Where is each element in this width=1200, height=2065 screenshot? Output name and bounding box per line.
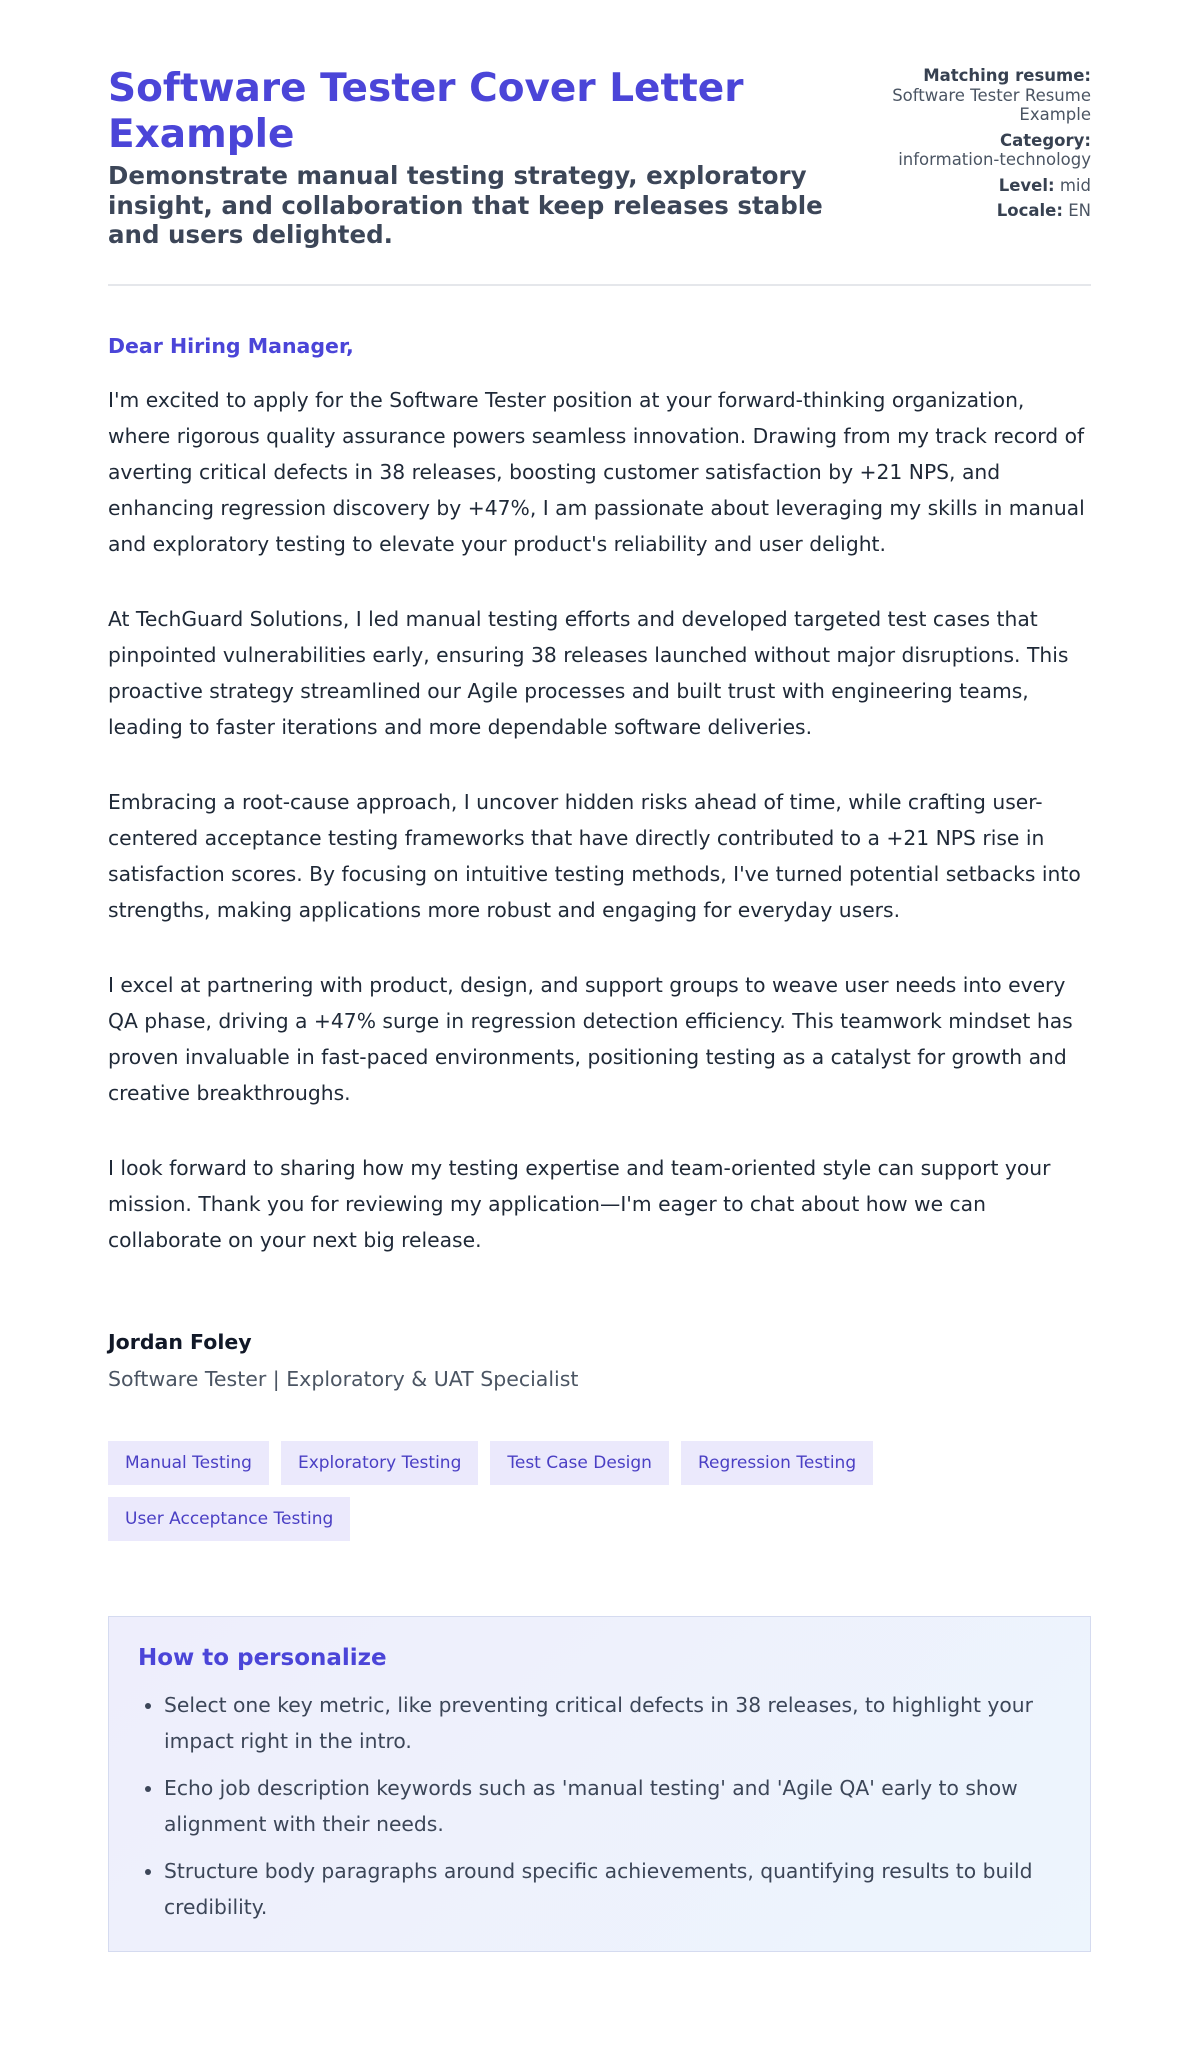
personalize-tips-box [108,1616,1091,1952]
header-main [108,66,868,250]
tip-item: • Select one key metric, like preventing critical defects in 38 releases, to highlight your impact right in the intro. [164,1687,1061,1759]
meta-panel [891,66,1091,227]
letter-paragraph: At TechGuard Solutions, I led manual testing efforts and developed targeted test cases that pinpointed vulnerabilities early, ensuring 38 releases launched without major disruptions. This proactive strategy streamlined our Agile processes and built trust with engineering teams, leading to faster iterations and more dependable software deliveries. [108,606,1069,739]
tip-item: • Structure body paragraphs around specific achievements, quantifying results to build credibility. [164,1853,1061,1925]
meta-category [891,131,1091,170]
skill-tag: Test Case Design [490,1441,669,1485]
meta-value: information-technology [898,150,1091,169]
letter-paragraph: I excel at partnering with product, design, and support groups to weave user needs into every QA phase, driving a +47% surge in regression detection efficiency. This teamwork mindset has proven invaluable in fast-paced environments, positioning testing as a catalyst for growth and creative breakthroughs. [108,972,1073,1105]
meta-level [891,176,1091,196]
skill-tag: Regression Testing [681,1441,873,1485]
meta-label: Matching resume: [923,66,1091,85]
skill-tag: Exploratory Testing [281,1441,478,1485]
tips-list [138,1687,1061,1925]
skill-tags [108,1441,908,1541]
tip-item: • Echo job description keywords such as 'manual testing' and 'Agile QA' early to show alignment with their needs. [164,1770,1061,1842]
meta-value: EN [1068,201,1091,220]
meta-value: mid [1059,175,1091,195]
letter-paragraph: I'm excited to apply for the Software Tester position at your forward-thinking organization, where rigorous quality assurance powers seamless innovation. Drawing from my track record of averting critical defects in 38 releases, boosting customer satisfaction by +21 NPS, and enhancing regression discovery by +47%, I am passionate about leveraging my skills in manual and exploratory testing to elevate your product's reliability and user delight. [108,387,1085,556]
cover-letter-page [108,0,1091,1952]
letter-paragraph: Embracing a root-cause approach, I uncover hidden risks ahead of time, while crafting user-centered acceptance testing frameworks that have directly contributed to a +21 NPS rise in satisfaction scores. By focusing on intuitive testing methods, I've turned potential setbacks into strengths, making applications more robust and engaging for everyday users. [108,789,1081,922]
meta-label: Category: [1000,130,1091,150]
meta-locale [891,201,1091,221]
page-title: Software Tester Cover Letter Example [108,66,744,157]
tips-heading: How to personalize [138,1644,387,1671]
letter-paragraph: I look forward to sharing how my testing expertise and team-oriented style can support your mission. Thank you for reviewing my application—I'm eager to chat about how we can collaborate on your next big release. [108,1155,1051,1252]
divider [108,284,1091,286]
meta-label: Level: [998,175,1055,195]
greeting: Dear Hiring Manager, [108,333,354,358]
meta-value[interactable]: Software Tester Resume Example [892,85,1091,124]
page-subtitle: Demonstrate manual testing strategy, exploratory insight, and collaboration that keep releases stable and users delighted. [108,161,823,249]
skill-tag: Manual Testing [108,1441,269,1485]
signature-title: Software Tester | Exploratory & UAT Specialist [108,1366,579,1391]
meta-label: Locale: [996,201,1063,220]
signature-name: Jordan Foley [108,1329,252,1354]
skill-tag: User Acceptance Testing [108,1497,350,1541]
meta-matching-resume [891,66,1091,125]
page-header [108,66,1091,250]
